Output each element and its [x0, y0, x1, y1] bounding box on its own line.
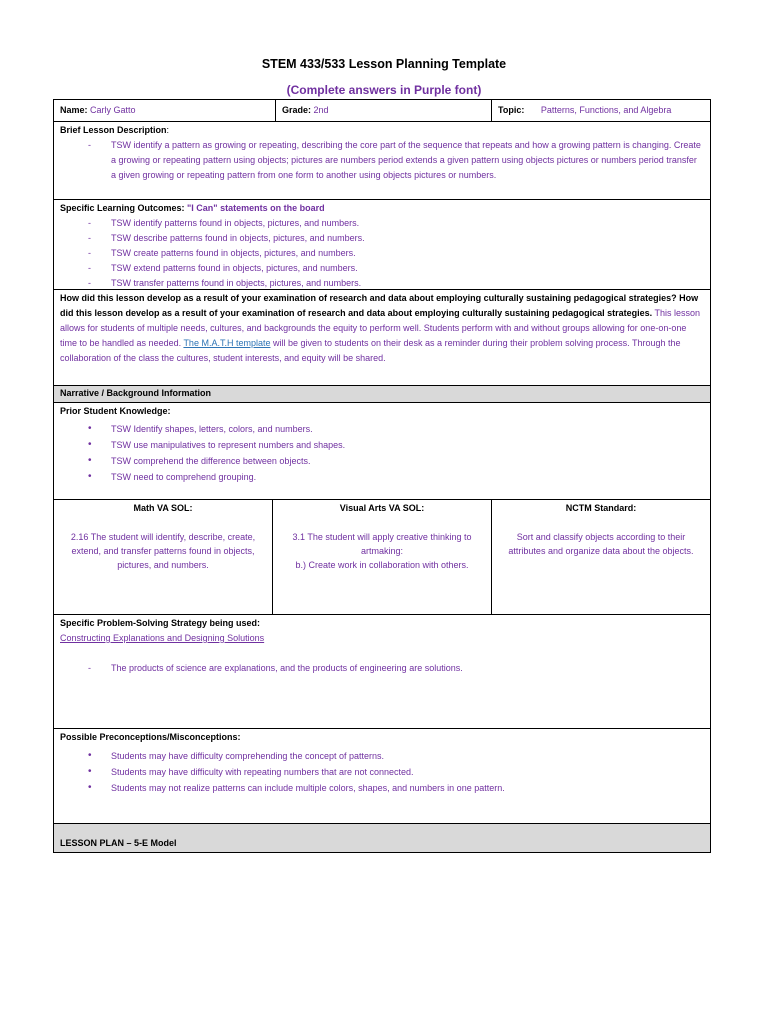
- list-item: - TSW create patterns found in objects, pictures, and numbers.: [60, 246, 704, 261]
- document-subtitle: (Complete answers in Purple font): [286, 83, 482, 97]
- math-sol-cell: [54, 500, 273, 614]
- arts-sol-label: Visual Arts VA SOL:: [339, 503, 425, 513]
- nctm-text: Sort and classify objects according to their attributes and organize data about the objects.: [508, 532, 694, 556]
- list-item: • Students may have difficulty comprehending the concept of patterns.: [60, 748, 704, 764]
- math-template-link[interactable]: The M.A.T.H template: [183, 338, 271, 348]
- grade-label: Grade:: [282, 105, 312, 115]
- misconceptions-label: Possible Preconceptions/Misconceptions:: [60, 732, 241, 742]
- name-label: Name:: [60, 105, 88, 115]
- outcomes-label: Specific Learning Outcomes:: [60, 203, 188, 213]
- name-value: Carly Gatto: [90, 105, 136, 115]
- list-item: • TSW comprehend the difference between objects.: [60, 453, 704, 469]
- standards-row: [54, 499, 710, 614]
- nctm-cell: [492, 500, 710, 614]
- misconceptions-section: [54, 728, 710, 823]
- brief-description-colon: :: [166, 125, 170, 135]
- learning-outcomes-section: [54, 199, 710, 289]
- math-sol-text: 2.16 The student will identify, describe, create, extend, and transfer patterns found in objects, pictures, and numbers.: [70, 532, 256, 570]
- arts-sol-text-1: 3.1 The student will apply creative thinking to artmaking:: [292, 532, 472, 556]
- grade-cell: [276, 100, 492, 121]
- document-title: STEM 433/533 Lesson Planning Template: [261, 57, 507, 71]
- list-item: • TSW Identify shapes, letters, colors, and numbers.: [60, 421, 704, 437]
- culture-question: How did this lesson develop as a result of your examination of research and data about employing culturally sustaining pedagogical strategies? How did this lesson develop as a result of your examination of research and data about employing culturally sustaining pedagogical strategies.: [60, 293, 699, 318]
- list-item: • TSW use manipulatives to represent numbers and shapes.: [60, 437, 704, 453]
- strategy-label: Specific Problem-Solving Strategy being used:: [60, 618, 261, 628]
- brief-description-text: - TSW identify a pattern as growing or repeating, describing the core part of the sequence that repeats and how a growing pattern is changing. Create a growing or repeating pattern using objects; pictures are numbers period extends a given pattern using objects pictures or numbers period transfer a given growing or repeating pattern from one form to another using objects pictures or numbers.: [60, 138, 704, 183]
- lesson-plan-header: LESSON PLAN – 5-E Model: [54, 823, 710, 852]
- info-row: [54, 100, 710, 121]
- list-item: - TSW extend patterns found in objects, pictures, and numbers.: [60, 261, 704, 276]
- brief-description-section: [54, 121, 710, 199]
- list-item: • Students may not realize patterns can include multiple colors, shapes, and numbers in one pattern.: [60, 780, 704, 796]
- list-item: - TSW identify patterns found in objects, pictures, and numbers.: [60, 216, 704, 231]
- list-item: • TSW need to comprehend grouping.: [60, 469, 704, 485]
- list-item: • Students may have difficulty with repeating numbers that are not connected.: [60, 764, 704, 780]
- list-item: - TSW transfer patterns found in objects, pictures, and numbers.: [60, 276, 704, 291]
- strategy-item: - The products of science are explanations, and the products of engineering are solutions.: [60, 661, 704, 676]
- topic-label: Topic:: [498, 105, 525, 115]
- strategy-section: [54, 614, 710, 728]
- arts-sol-cell: [273, 500, 492, 614]
- grade-value: 2nd: [313, 105, 329, 115]
- brief-description-label: Brief Lesson Description: [60, 125, 167, 135]
- list-item: - TSW describe patterns found in objects, pictures, and numbers.: [60, 231, 704, 246]
- lesson-plan-table: [53, 99, 711, 853]
- nctm-label: NCTM Standard:: [565, 503, 637, 513]
- culture-answer-part2: will be given to students on their desk as a reminder during their problem solving process. Through the collaboration of the class the cultures, student interests, and equity will be shared.: [60, 338, 681, 363]
- strategy-link[interactable]: Constructing Explanations and Designing Solutions: [60, 633, 265, 643]
- culture-answer-part1: This lesson allows for students of multiple needs, cultures, and backgrounds the equity to perform well. Students perform with and without groups allowing for one-on-one time to be handled as needed.: [60, 308, 701, 348]
- narrative-header: Narrative / Background Information: [54, 385, 710, 402]
- prior-knowledge-section: [54, 402, 710, 499]
- name-cell: [54, 100, 276, 121]
- topic-value: Patterns, Functions, and Algebra: [540, 105, 672, 115]
- outcomes-label-purple: "I Can" statements on the board: [187, 203, 325, 213]
- topic-cell: [492, 100, 710, 121]
- culturally-sustaining-section: [54, 289, 710, 385]
- prior-knowledge-label: Prior Student Knowledge:: [60, 406, 171, 416]
- arts-sol-text-2: b.) Create work in collaboration with others.: [295, 560, 469, 570]
- math-sol-label: Math VA SOL:: [133, 503, 193, 513]
